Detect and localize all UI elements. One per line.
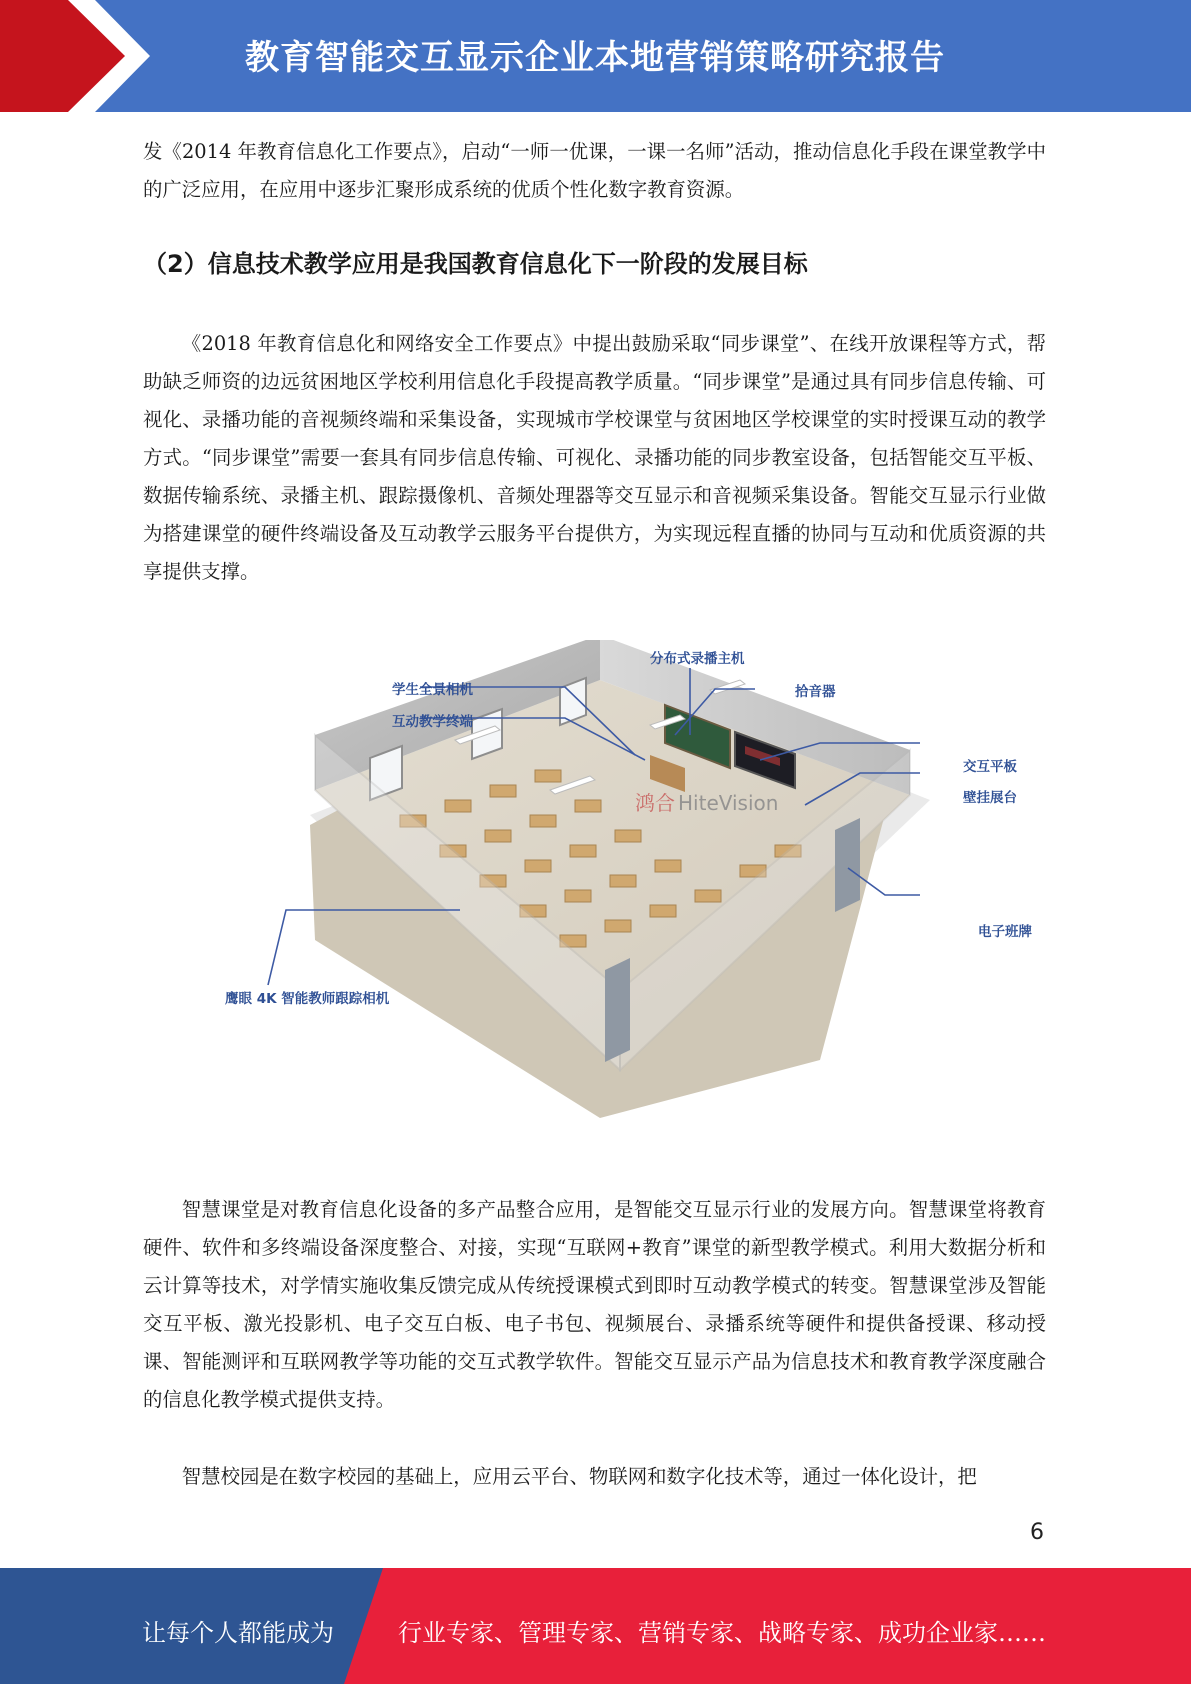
footer-slogan-right: 行业专家、管理专家、营销专家、战略专家、成功企业家…… [398,1619,1046,1647]
footer-slogan-left: 让每个人都能成为 [142,1619,334,1647]
paragraph-2: 《2018 年教育信息化和网络安全工作要点》中提出鼓励采取“同步课堂”、在线开放课程等方式，帮助缺乏师资的边远贫困地区学校利用信息化手段提高教学质量。“同步课堂”是通过具有同步信息传输、可视化、录播功能的音视频终端和采集设备，实现城市学校课堂与贫困地区学校课堂的实时授课互动的教学方式。“同步课堂”需要一套具有同步信息传输、可视化、录播功能的同步教室设备，包括智能交互平板、数据传输系统、录播主机、跟踪摄像机、音频处理器等交互显示和音视频采集设备。智能交互显示行业做为搭建课堂的硬件终端设备及互动教学云服务平台提供方，为实现远程直播的协同与互动和优质资源的共享提供支撑。 [143,332,1046,583]
label-class-sign: 电子班牌 [978,924,1032,940]
label-interactive-panel: 交互平板 [963,759,1017,775]
label-teaching-terminal: 互动教学终端 [392,714,473,730]
label-student-camera: 学生全景相机 [392,682,473,698]
label-teacher-tracking-camera: 鹰眼 4K 智能教师跟踪相机 [225,991,390,1007]
label-wall-booth: 壁挂展台 [963,790,1017,806]
paragraph-3: 智慧课堂是对教育信息化设备的多产品整合应用，是智能交互显示行业的发展方向。智慧课堂将教育硬件、软件和多终端设备深度整合、对接，实现“互联网+教育”课堂的新型教学模式。利用大数据分析和云计算等技术，对学情实施收集反馈完成从传统授课模式到即时互动教学模式的转变。智慧课堂涉及智能交互平板、激光投影机、电子交互白板、电子书包、视频展台、录播系统等硬件和提供备授课、移动授课、智能测评和互联网教学等功能的交互式教学软件。智能交互显示产品为信息技术和教育教学深度融合的信息化教学模式提供支持。 [143,1198,1046,1411]
classroom-figure [220,640,1050,1130]
brand-watermark-en: HiteVision [678,791,779,815]
section-heading: （2）信息技术教学应用是我国教育信息化下一阶段的发展目标 [143,250,808,278]
page-footer [0,1568,1191,1684]
paragraph-4: 智慧校园是在数字校园的基础上，应用云平台、物联网和数字化技术等，通过一体化设计，把 [181,1465,977,1488]
brand-watermark-cn: 鸿合 [635,791,675,815]
label-pickup: 拾音器 [795,684,836,700]
header-title: 教育智能交互显示企业本地营销策略研究报告 [245,38,945,78]
header-red-arrow [0,0,160,112]
page-number: 6 [1030,1520,1044,1545]
classroom-illustration [220,640,1050,1130]
page-header [0,0,1191,112]
label-recorder-host: 分布式录播主机 [650,651,745,667]
paragraph-1: 发《2014 年教育信息化工作要点》，启动“一师一优课，一课一名师”活动，推动信息化手段在课堂教学中的广泛应用，在应用中逐步汇聚形成系统的优质个性化数字教育资源。 [143,140,1046,201]
